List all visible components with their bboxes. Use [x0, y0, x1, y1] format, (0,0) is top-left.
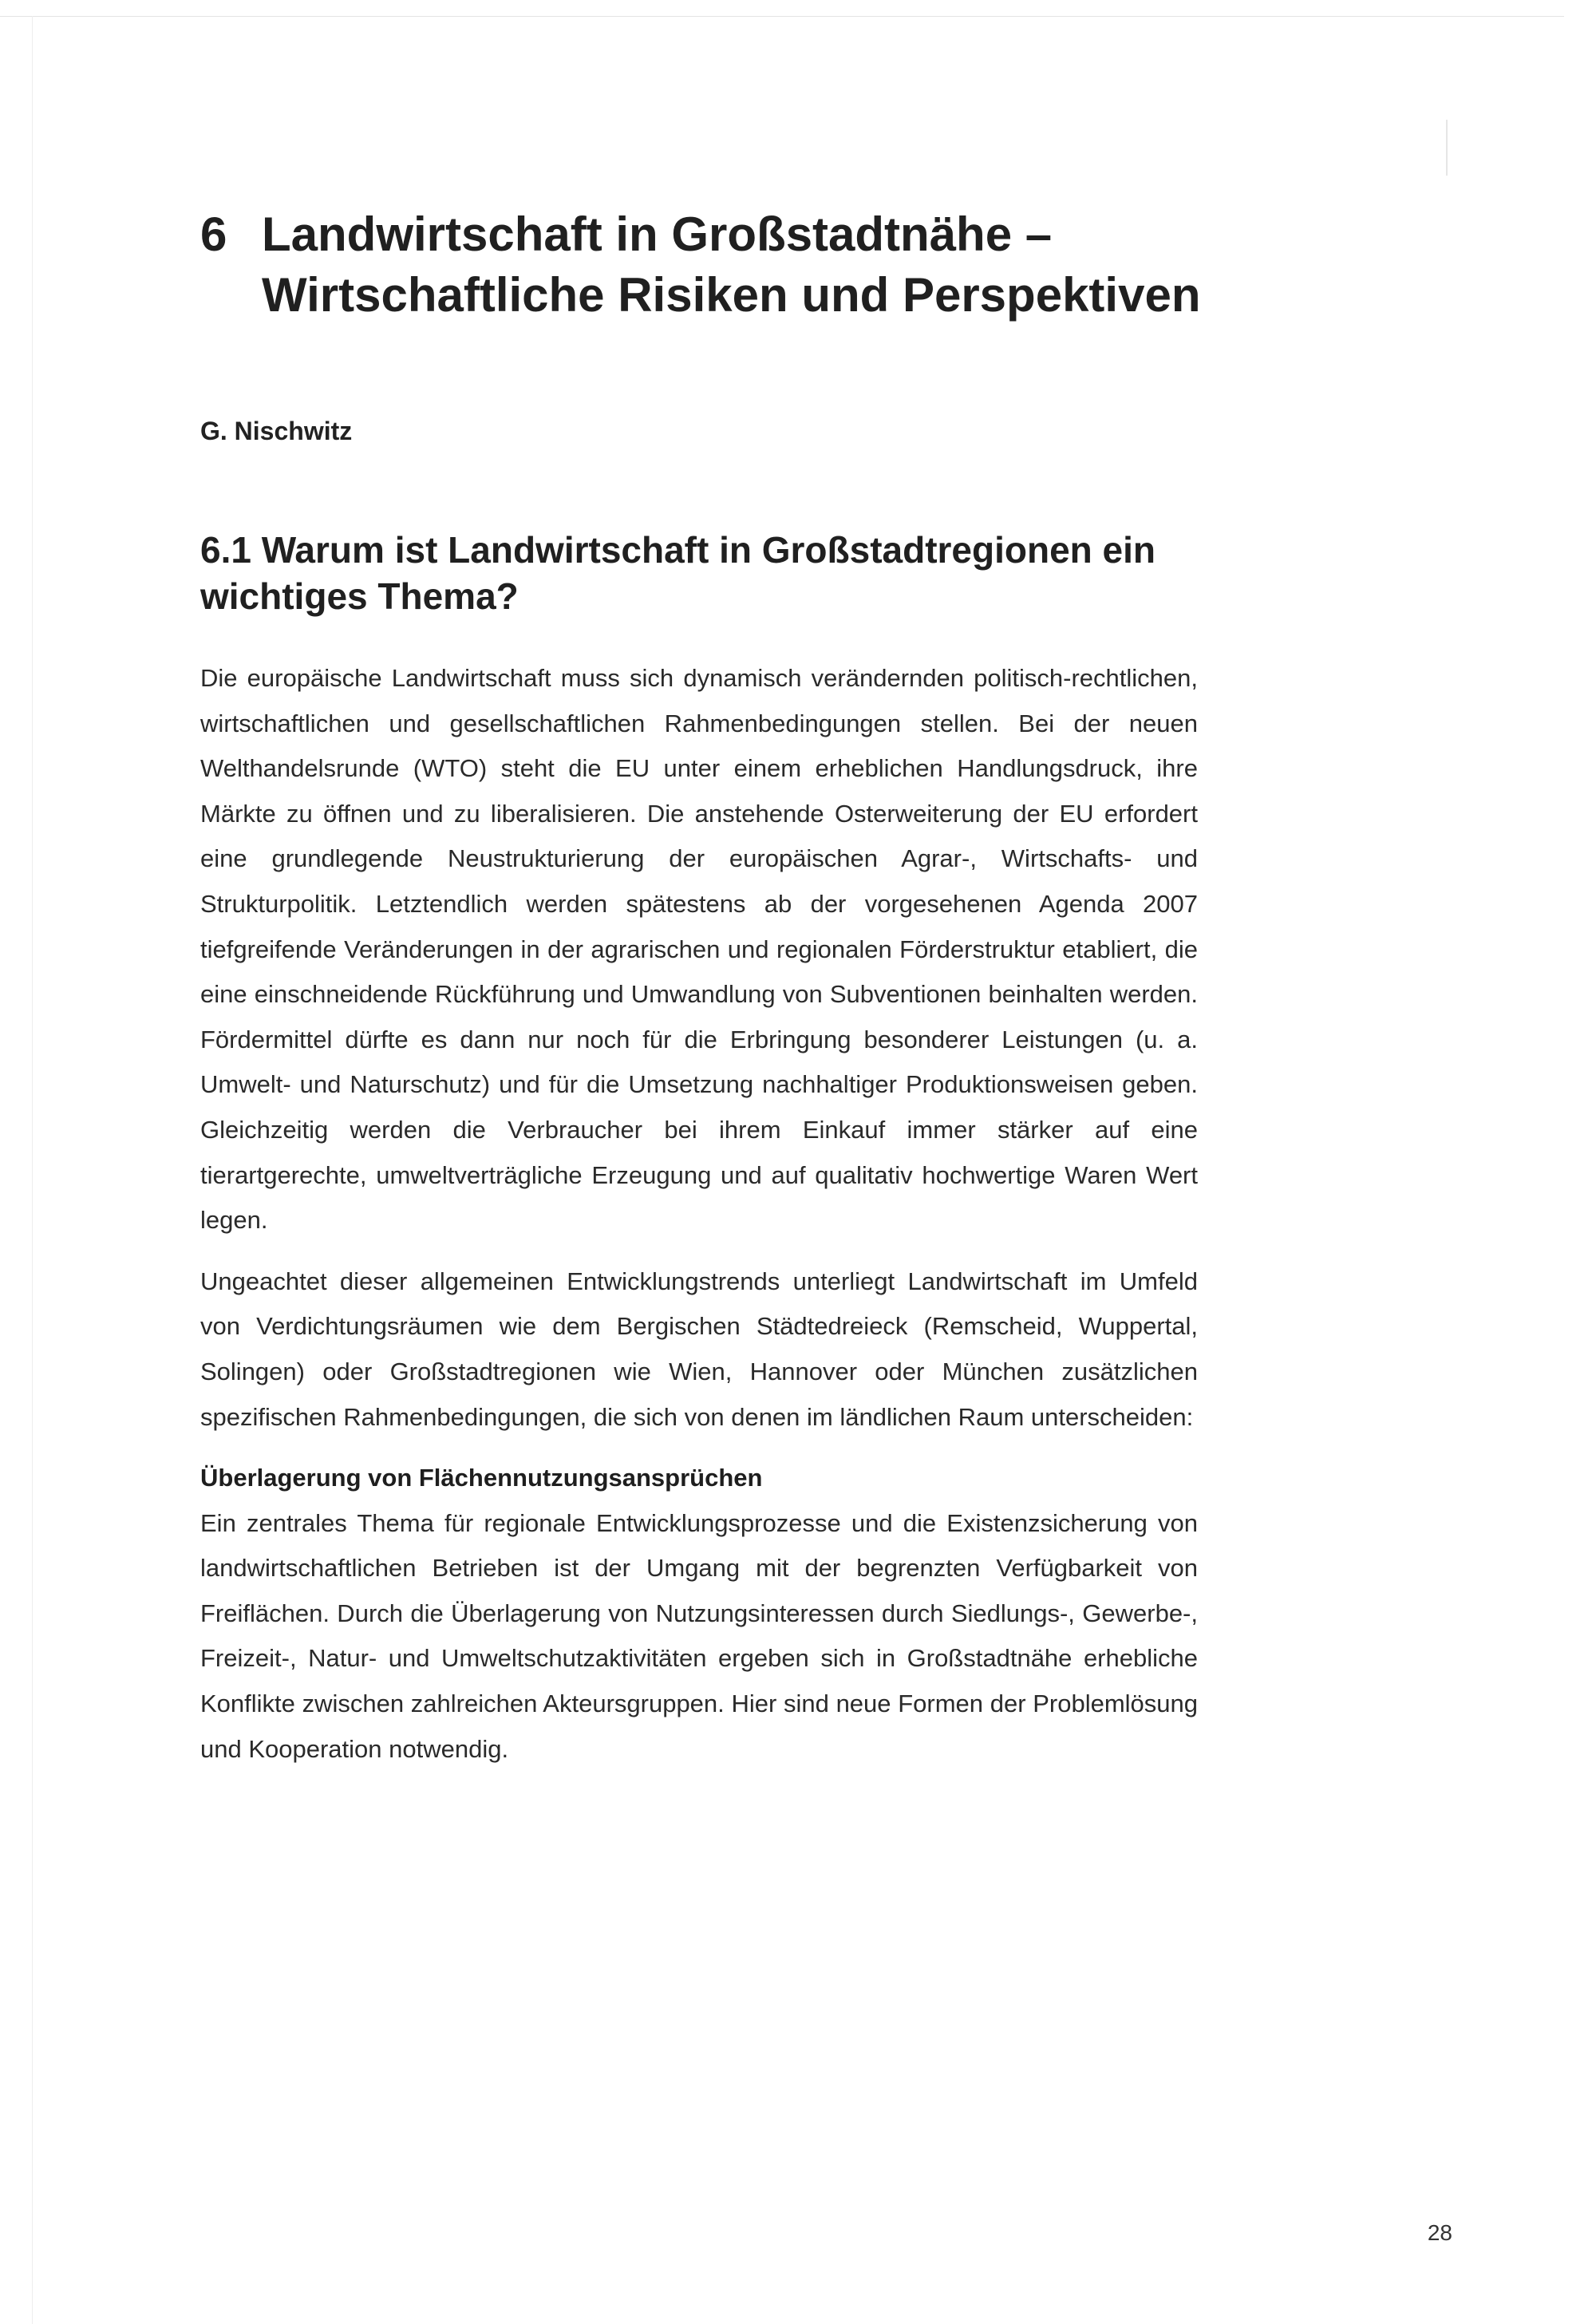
chapter-heading [200, 204, 1357, 326]
paragraph-3: Ein zentrales Thema für regionale Entwicklungsprozesse und die Existenzsicherung von landwirtschaftlichen Betrieben ist der Umgang mit der begrenzten Verfügbarkeit von Freiflächen. Durch die Überlagerung von Nutzungsinteressen durch Siedlungs-, Gewerbe-, Freizeit-, Natur- und Umweltschutzaktivitäten ergeben sich in Großstadtnähe erhebliche Konflikte zwischen zahlreichen Akteursgruppen. Hier sind neue Formen der Problemlösung und Kooperation notwendig. [200, 1508, 1198, 1763]
page-number: 28 [1427, 2220, 1452, 2245]
body-text [200, 656, 1198, 1788]
top-scan-edge [0, 16, 1564, 17]
subsection-heading: Überlagerung von Flächennutzungsansprüchen [200, 1464, 763, 1492]
section-heading: 6.1 Warum ist Landwirtschaft in Großstadtregionen ein wichtiges Thema? [200, 529, 1156, 617]
paragraph-1: Die europäische Landwirtschaft muss sich dynamisch verändernden politisch-rechtlichen, wirtschaftlichen und gesellschaftlichen Rahmenbedingungen stellen. Bei der neuen Welthandelsrunde (WTO) steht die EU unter einem erheblichen Handlungsdruck, ihre Märkte zu öffnen und zu liberalisieren. Die anstehende Osterweiterung der EU erfordert eine grundlegende Neustrukturierung der europäischen Agrar-, Wirtschafts- und Strukturpolitik. Letztendlich werden spätestens ab der vorgesehenen Agenda 2007 tiefgreifende Veränderungen in der agrarischen und regionalen Förderstruktur etabliert, die eine einschneidende Rückführung und Umwandlung von Subventionen beinhalten werden. Fördermittel dürfte es dann nur noch für die Erbringung besonderer Leistungen (u. a. Umwelt- und Naturschutz) und für die Umsetzung nachhaltiger Produktionsweisen geben. Gleichzeitig werden die Verbraucher bei ihrem Einkauf immer stärker auf eine tierartgerechte, umweltverträgliche Erzeugung und auf qualitativ hochwertige Waren Wert legen. [200, 664, 1198, 1235]
author-name: G. Nischwitz [200, 417, 353, 445]
paragraph-2: Ungeachtet dieser allgemeinen Entwicklungstrends unterliegt Landwirtschaft im Umfeld von Verdichtungsräumen wie dem Bergischen Städtedreieck (Remscheid, Wuppertal, Solingen) oder Großstadtregionen wie Wien, Hannover oder München zusätzlichen spezifischen Rahmenbedingungen, die sich von denen im ländlichen Raum unterscheiden: [200, 1267, 1198, 1431]
chapter-number: 6 [200, 208, 227, 261]
chapter-title: Landwirtschaft in Großstadtnähe – Wirtschaftliche Risiken und Perspektiven [262, 208, 1201, 322]
faint-bleed-through-mark [1277, 120, 1548, 184]
left-scan-edge [32, 16, 33, 2324]
bleed-through-line [1446, 120, 1448, 176]
